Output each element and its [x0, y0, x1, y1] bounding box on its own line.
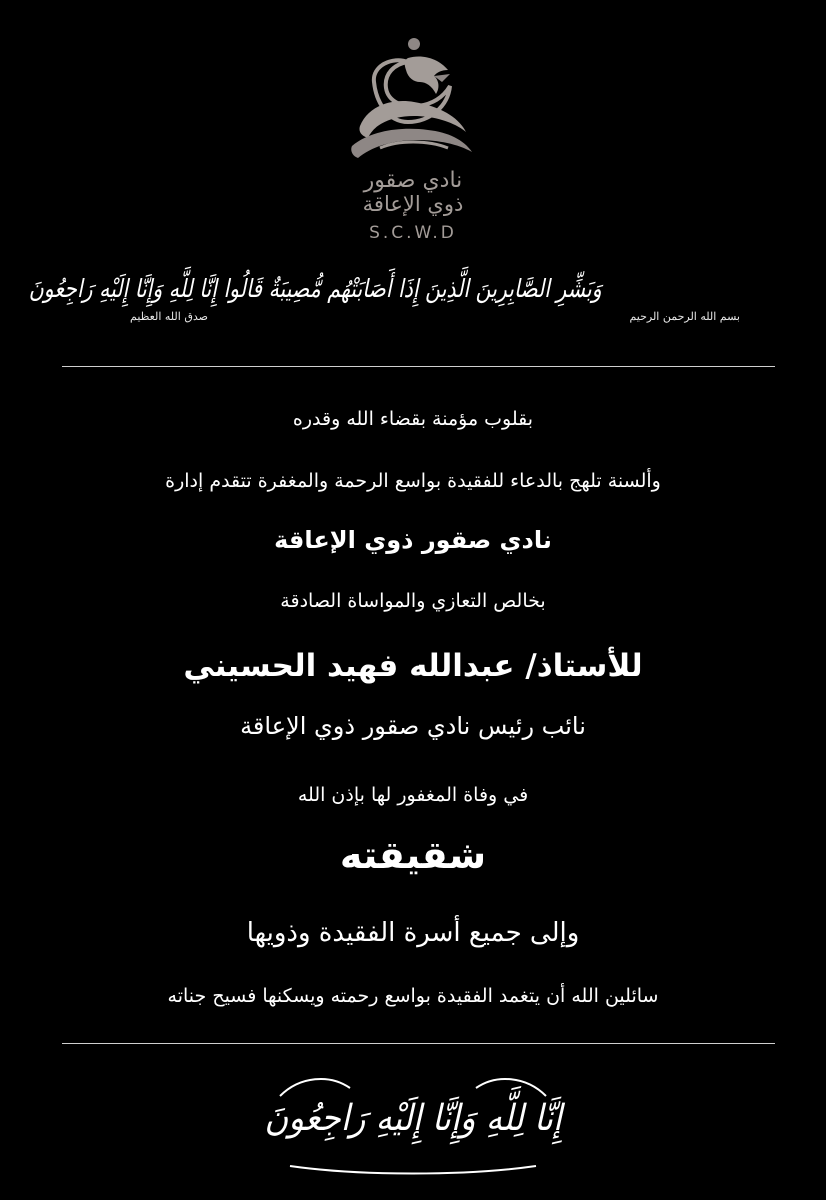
logo-name-latin: S.C.W.D	[369, 223, 457, 243]
bottom-divider	[62, 1043, 775, 1044]
deceased-relation: شقيقته	[339, 833, 487, 877]
basmala-text: بسم الله الرحمن الرحيم	[629, 310, 740, 323]
closing-calligraphy	[240, 1068, 586, 1178]
logo-name-arabic-line1: نادي صقور	[363, 168, 463, 193]
club-logo	[320, 36, 506, 246]
closing-calligraphy-text: إِنَّا لِلَّهِ وَإِنَّا إِلَيْهِ رَاجِعُونَ	[264, 1098, 562, 1139]
verse-calligraphy: وَبَشِّرِ الصَّابِرِينَ الَّذِينَ إِذَا أَصَابَتْهُم مُّصِيبَةٌ قَالُوا إِنَّا لِلَّهِ وَإِنَّا إِلَيْهِ رَاجِعُونَ	[29, 274, 602, 303]
body-line-2: وألسنة تلهج بالدعاء للفقيدة بواسع الرحمة والمغفرة تتقدم إدارة	[165, 470, 661, 492]
recipient-name: للأستاذ/ عبدالله فهيد الحسيني	[183, 648, 643, 684]
recipient-title: نائب رئيس نادي صقور ذوي الإعاقة	[240, 712, 586, 740]
body-line-9: وإلى جميع أسرة الفقيدة وذويها	[246, 918, 580, 948]
body-line-10: سائلين الله أن يتغمد الفقيدة بواسع رحمته ويسكنها فسيح جناته	[167, 985, 659, 1007]
body-line-7: في وفاة المغفور لها بإذن الله	[297, 784, 529, 806]
body-line-1: بقلوب مؤمنة بقضاء الله وقدره	[292, 408, 534, 430]
logo-name-arabic-line2: ذوي الإعاقة	[362, 192, 464, 216]
club-name-line: نادي صقور ذوي الإعاقة	[274, 526, 552, 554]
body-line-4: بخالص التعازي والمواساة الصادقة	[280, 590, 546, 612]
verse-closing-text: صدق الله العظيم	[130, 310, 208, 323]
quran-verse-row	[29, 266, 740, 336]
falcon-emblem-icon	[338, 36, 488, 168]
top-divider	[62, 366, 775, 367]
